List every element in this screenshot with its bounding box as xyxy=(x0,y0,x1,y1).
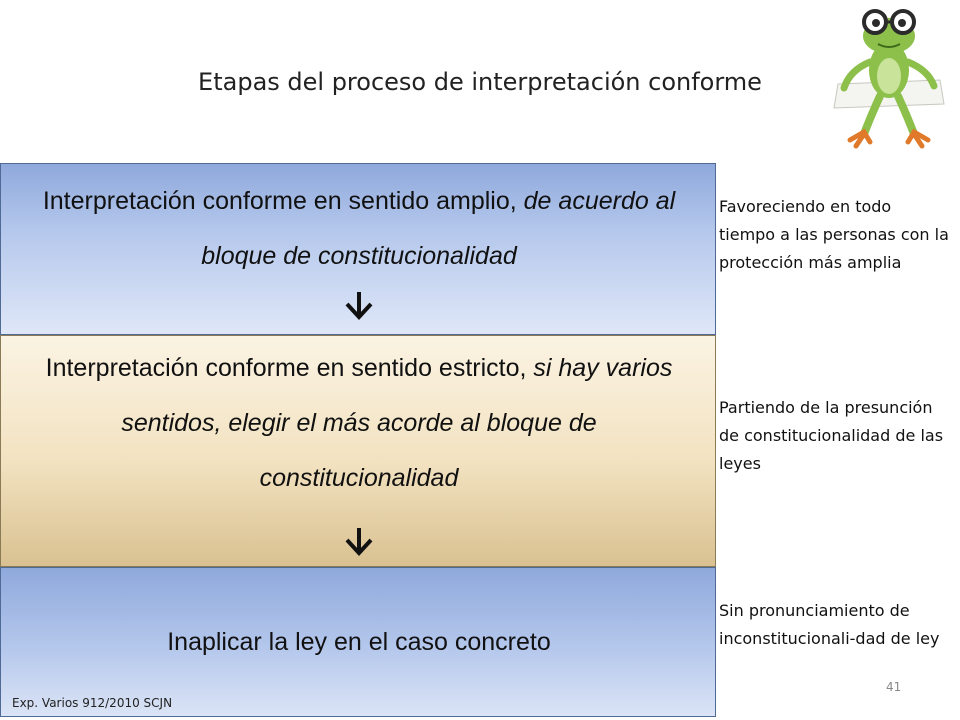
frog-illustration-icon xyxy=(820,0,958,158)
step-text xyxy=(29,341,689,506)
step-detail-text: si hay varios sentidos, elegir el más acorde al bloque de constitucionalidad xyxy=(121,354,673,492)
side-note-inapply: Sin pronunciamiento de inconstitucionali-dad de ley xyxy=(719,601,940,648)
step-lead-text: Inaplicar la ley en el caso concreto xyxy=(167,628,551,656)
page-number: 41 xyxy=(886,680,902,694)
reference-text: Exp. Varios 912/2010 SCJN xyxy=(12,696,173,710)
step-box-inapply-law xyxy=(0,567,716,717)
step-text xyxy=(29,174,689,284)
step-box-broad-interpretation xyxy=(0,163,716,335)
down-arrow-icon xyxy=(341,526,377,556)
step-lead-text: Interpretación conforme en sentido estricto, xyxy=(45,354,534,382)
side-note-strict: Partiendo de la presunción de constitucionalidad de las leyes xyxy=(719,398,944,473)
side-note-broad: Favoreciendo en todo tiempo a las personas con la protección más amplia xyxy=(719,197,949,272)
step-lead-text: Interpretación conforme en sentido amplio, xyxy=(42,187,524,215)
slide-title: Etapas del proceso de interpretación conforme xyxy=(198,68,762,96)
step-text xyxy=(29,620,689,664)
step-detail-text: de acuerdo al bloque de constitucionalidad xyxy=(201,187,676,270)
down-arrow-icon xyxy=(341,290,377,320)
step-box-strict-interpretation xyxy=(0,335,716,567)
